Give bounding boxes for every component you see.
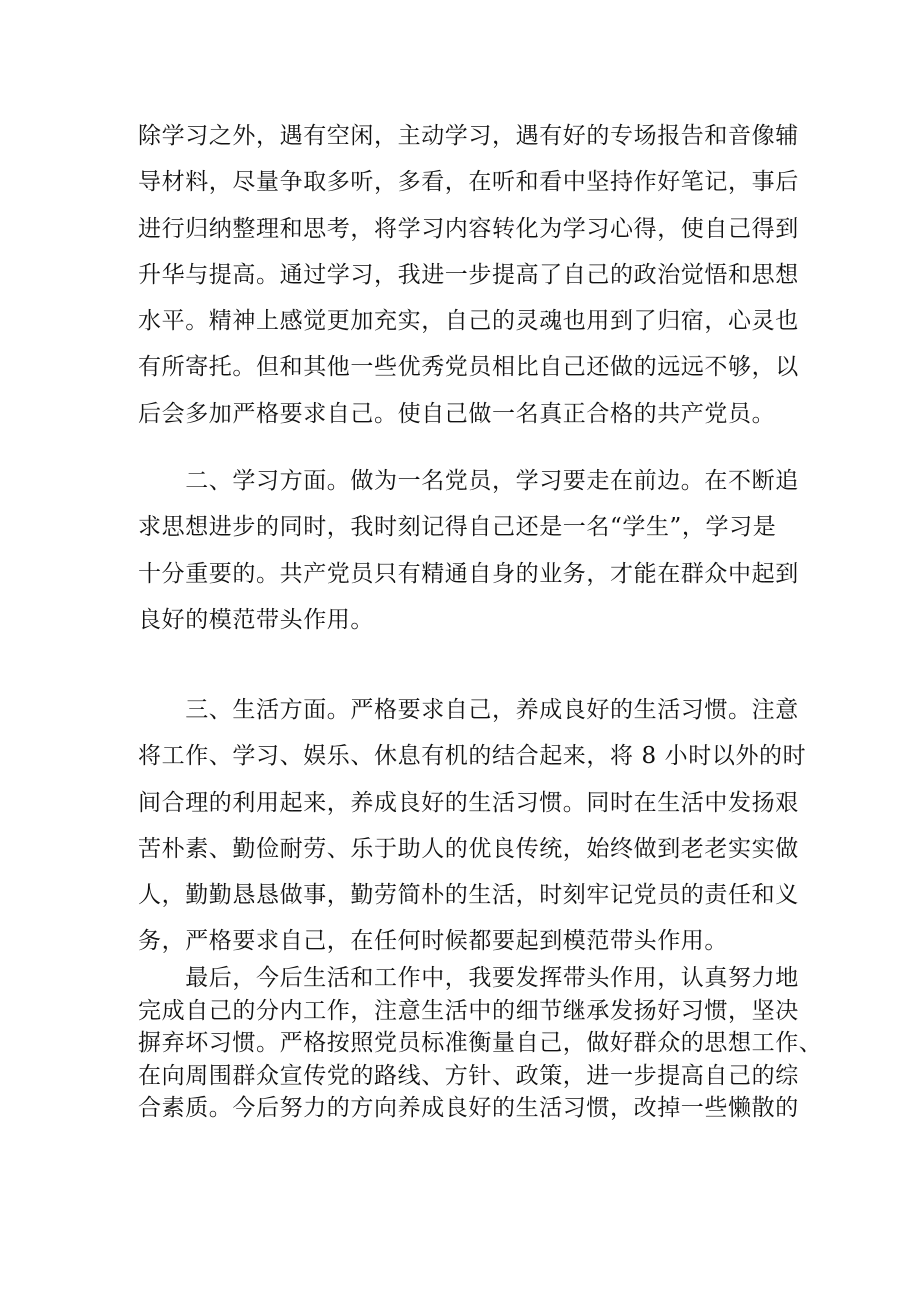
text-line: 进行归纳整理和思考，将学习内容转化为学习心得，使自己得到: [138, 215, 799, 242]
text-line: 除学习之外，遇有空闲，主动学习，遇有好的专场报告和音像辅: [138, 123, 799, 149]
text-line: 间合理的利用起来，养成良好的生活习惯。同时在生活中发扬艰: [138, 789, 799, 816]
text-line: 合素质。今后努力的方向养成良好的生活习惯，改掉一些懒散的: [138, 1095, 799, 1122]
text-line: 在向周围群众宣传党的路线、方针、政策，进一步提高自己的综: [138, 1062, 799, 1089]
text-line: 苦朴素、勤俭耐劳、乐于助人的优良传统，始终做到老老实实做: [138, 835, 799, 862]
paragraph-life-aspect: [138, 687, 807, 965]
text-line: 将工作、学习、娱乐、休息有机的结合起来，将 8 小时以外的时: [138, 743, 807, 770]
text-line: 务，严格要求自己，在任何时候都要起到模范带头作用。: [138, 928, 728, 955]
text-line: 求思想进步的同时，我时刻记得自己还是一名“学生”，学习是: [138, 514, 777, 541]
text-line: 水平。精神上感觉更加充实，自己的灵魂也用到了归宿，心灵也: [138, 308, 799, 335]
paragraph-study-aspect: [138, 458, 799, 643]
text-line: 摒弃坏习惯。严格按照党员标准衡量自己，做好群众的思想工作、: [138, 1030, 823, 1057]
text-line: 后会多加严格要求自己。使自己做一名真正合格的共产党员。: [138, 400, 776, 427]
text-line: 最后，今后生活和工作中，我要发挥带头作用，认真努力地: [138, 965, 799, 991]
text-line: 导材料，尽量争取多听，多看，在听和看中坚持作好笔记，事后: [138, 169, 799, 196]
paragraph-study-continued: [138, 113, 799, 437]
text-line: 完成自己的分内工作，注意生活中的细节继承发扬好习惯，坚决: [138, 997, 799, 1024]
text-line: 二、学习方面。做为一名党员，学习要走在前边。在不断追: [138, 468, 799, 494]
text-line: 有所寄托。但和其他一些优秀党员相比自己还做的远远不够，以: [138, 354, 799, 381]
text-line: 三、生活方面。严格要求自己，养成良好的生活习惯。注意: [138, 697, 799, 723]
paragraph-conclusion: [138, 962, 823, 1125]
text-line: 十分重要的。共产党员只有精通自身的业务，才能在群众中起到: [138, 560, 799, 587]
text-line: 升华与提高。通过学习，我进一步提高了自己的政治觉悟和思想: [138, 261, 799, 288]
text-line: 人，勤勤恳恳做事，勤劳简朴的生活，时刻牢记党员的责任和义: [138, 882, 799, 909]
text-line: 良好的模范带头作用。: [138, 606, 374, 633]
